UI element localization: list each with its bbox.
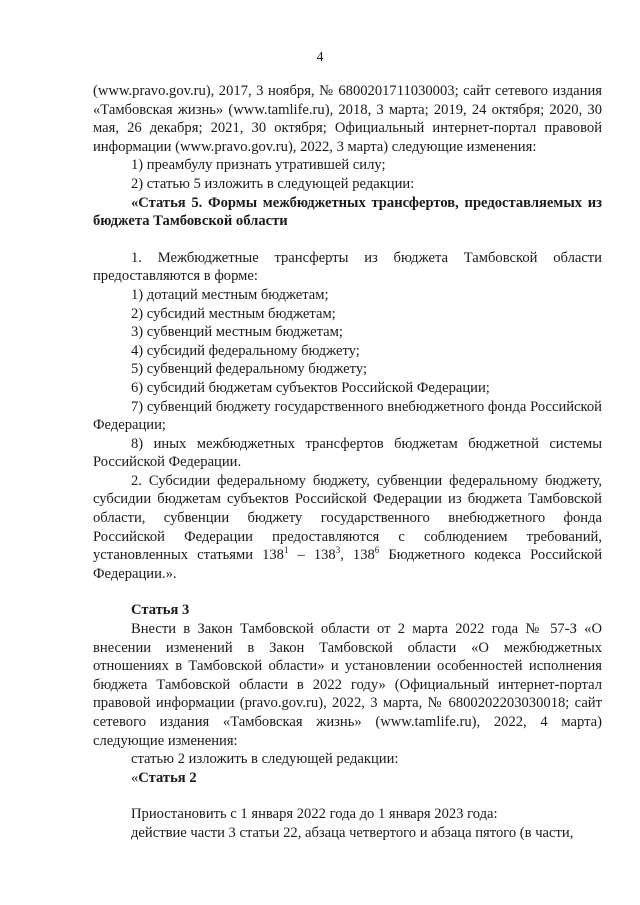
article-5-paragraph-1: 1. Межбюджетные трансферты из бюджета Тамбовской области предоставляются в форме: — [93, 249, 602, 285]
article-2-paragraph-1: Приостановить с 1 января 2022 года до 1 января 2023 года: — [131, 806, 498, 823]
article-5-heading — [93, 194, 602, 231]
page-number: 4 — [316, 50, 324, 65]
mid-text: , 138 — [340, 547, 375, 564]
list-item: 2) субсидий местным бюджетам; — [131, 305, 336, 322]
list-item: 1) дотаций местным бюджетам; — [131, 286, 329, 303]
list-item: 8) иных межбюджетных трансфертов бюджетам бюджетной системы Российской Федерации. — [93, 435, 602, 471]
article-3-heading — [93, 601, 602, 620]
article-2-heading-text: Статья 2 — [138, 769, 197, 786]
list-item: 7) субвенций бюджету государственного внебюджетного фонда Российской Федерации; — [93, 398, 602, 434]
transfer-forms-list — [93, 286, 602, 472]
paragraph-2-end: Бюджетного кодекса Российской Федерации.». — [93, 547, 603, 582]
article-5-prefix: «Статья 5. — [131, 194, 209, 211]
article-5-title: Формы межбюджетных трансфертов, предоставляемых из бюджета Тамбовской области — [93, 194, 602, 230]
document-body — [93, 82, 602, 843]
article-2-paragraph-2: действие части 3 статьи 22, абзаца четвертого и абзаца пятого (в части, — [131, 824, 574, 841]
superscript: 3 — [335, 545, 341, 556]
article-3-paragraph-1: Внести в Закон Тамбовской области от 2 марта 2022 года № 57-З «О внесении изменений в Закон Тамбовской области «О межбюджетных отношениях в Тамбовской области» и установлении особенностей исполнения бюджета Тамбовской области в 2022 году» (Официальный интернет-портал правовой информации (pravo.gov.ru), 2022, 3 марта, № 6800202203030018; сайт сетевого издания «Тамбовская жизнь» (www.tamlife.ru), 2022, 4 марта) следующие изменения: — [93, 621, 602, 749]
superscript: 1 — [283, 545, 289, 556]
article-5-paragraph-2 — [93, 472, 602, 584]
article-3-heading-text: Статья 3 — [131, 602, 190, 619]
superscript: 6 — [374, 545, 380, 556]
dash-text: – 138 — [288, 547, 336, 564]
article-2-heading — [93, 769, 602, 788]
list-item: 5) субвенций федеральному бюджету; — [131, 361, 368, 378]
quote-open: « — [131, 769, 139, 786]
article-3-paragraph-2: статью 2 изложить в следующей редакции: — [131, 751, 399, 768]
list-item: 6) субсидий бюджетам субъектов Российской Федерации; — [131, 379, 490, 396]
intro-paragraph: (www.pravo.gov.ru), 2017, 3 ноября, № 6800201711030003; сайт сетевого издания «Тамбовская жизнь» (www.tamlife.ru), 2018, 3 марта; 2019, 24 октября; 2020, 30 мая, 26 декабря; 2021, 30 октября; Официальный интернет-портал правовой информации (www.pravo.gov.ru), 2022, 3 марта) следующие изменения: — [93, 83, 602, 155]
list-item: 4) субсидий федеральному бюджету; — [131, 342, 360, 359]
amendment-item-2: 2) статью 5 изложить в следующей редакции: — [131, 175, 415, 192]
paragraph-2-text: 2. Субсидии федеральному бюджету, субвенции федеральному бюджету, субсидии бюджетам субъектов Российской Федерации из бюджета Тамбовской области, субвенции бюджету государственного внебюджетного фонда Российской Федерации предоставляются с соблюдением требований, установленных статьями 138 — [93, 472, 602, 564]
amendment-item-1: 1) преамбулу признать утратившей силу; — [131, 157, 386, 174]
list-item: 3) субвенций местным бюджетам; — [131, 324, 343, 341]
